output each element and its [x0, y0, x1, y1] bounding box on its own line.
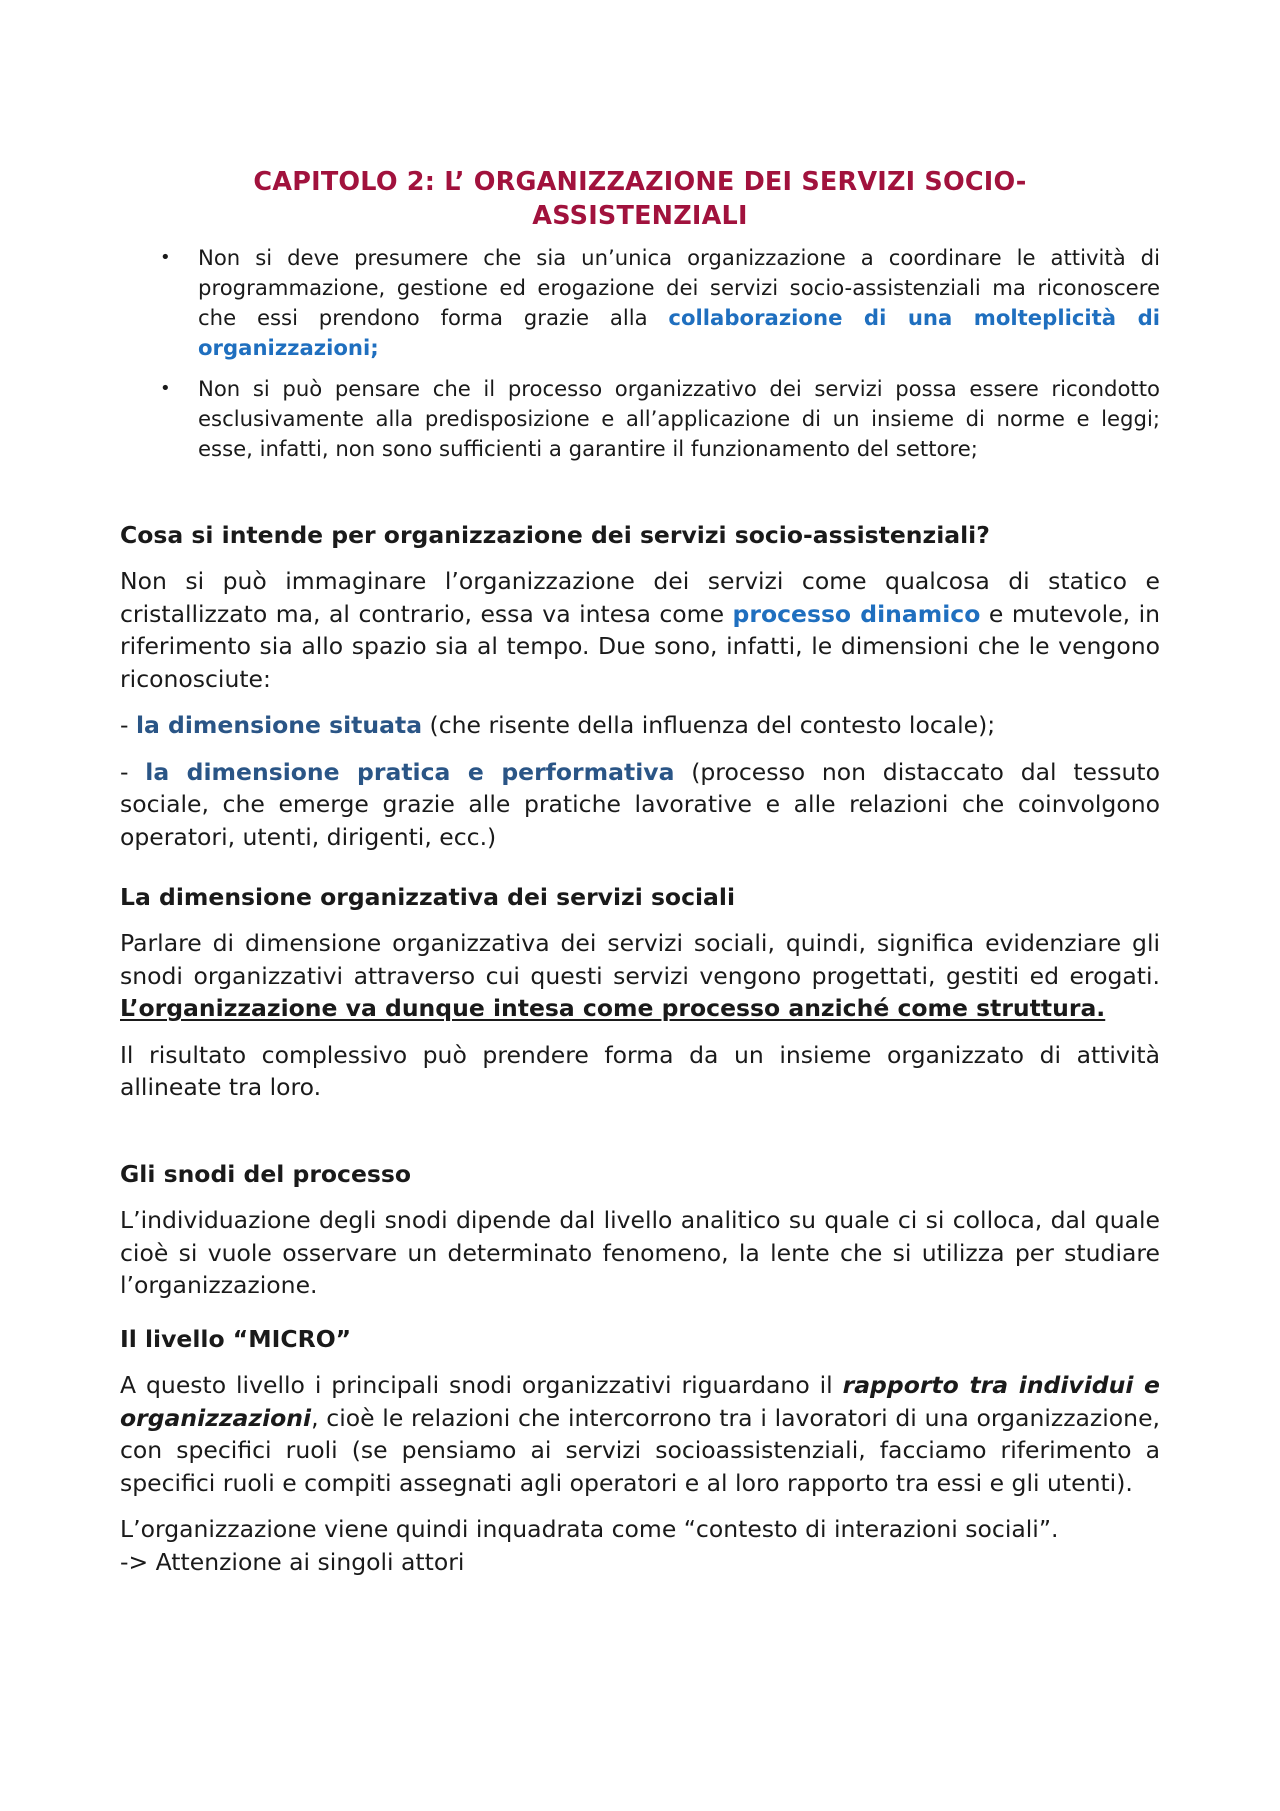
section-dimensione-organizzativa [120, 881, 1160, 1104]
chapter-title-line-2: ASSISTENZIALI [532, 201, 748, 232]
text-run: (che risente della influenza del contesto locale); [422, 711, 996, 739]
bullet-body: Non si deve presumere che sia un’unica organizzazione a coordinare le attività di programmazione, gestione ed erogazione dei servizi socio-assistenziali ma riconoscere che essi prendono forma grazie alla [198, 245, 1160, 330]
section-heading: Cosa si intende per organizzazione dei servizi socio-assistenziali? [120, 521, 990, 549]
dash: - [120, 757, 146, 786]
dimension-item-situata [120, 709, 1160, 742]
dimension-item-pratica [120, 756, 1160, 854]
section-heading: Il livello “MICRO” [120, 1325, 352, 1353]
chapter-title-line-1: CAPITOLO 2: L’ ORGANIZZAZIONE DEI SERVIZI SOCIO- [253, 167, 1027, 198]
dimension-label: la dimensione situata [135, 711, 423, 739]
bullet-highlight: collaborazione di una molteplicità di organizzazioni; [198, 305, 1161, 360]
text-run: e mutevole, in riferimento sia allo spazio sia al tempo. Due sono, infatti, le dimensioni che le vengono riconosciute: [120, 599, 1160, 693]
bullet-dot: • [160, 247, 171, 268]
section-heading: Gli snodi del processo [120, 1160, 412, 1188]
text-run: (processo non distaccato dal tessuto sociale, che emerge grazie alle pratiche lavorative e alle relazioni che coinvolgono operatori, utenti, dirigenti, ecc.) [120, 757, 1160, 851]
list-item [120, 374, 1160, 464]
bullet-dot: • [160, 378, 171, 399]
section-heading: La dimensione organizzativa dei servizi sociali [120, 883, 736, 911]
paragraph [120, 1513, 1160, 1578]
text-run: Non si può immaginare l’organizzazione dei servizi come qualcosa di statico e cristallizzato ma, al contrario, essa va intesa come [120, 567, 1160, 628]
text-run: L’organizzazione viene quindi inquadrata come “contesto di interazioni sociali”. [120, 1515, 1059, 1543]
list-item [120, 243, 1160, 363]
section-snodi [120, 1158, 1160, 1302]
highlight-processo-dinamico: processo dinamico [732, 599, 981, 628]
bullet-text [198, 243, 1160, 363]
paragraph [120, 1369, 1160, 1499]
bullet-list [120, 243, 1160, 475]
emphasis-rapporto: rapporto tra individui e organizzazioni [120, 1371, 1160, 1432]
text-run: , cioè le relazioni che intercorrono tra i lavoratori di una organizzazione, con specifici ruoli (se pensiamo ai servizi socioassistenziali, facciamo riferimento a specifici ruoli e compiti assegnati agli operatori e al loro rapporto tra essi e gli utenti). [120, 1403, 1160, 1497]
dimension-label: la dimensione pratica e performativa [145, 757, 675, 786]
text-run: Parlare di dimensione organizzativa dei servizi sociali, quindi, significa evidenziare gli snodi organizzativi attraverso cui questi servizi vengono progettati, gestiti ed erogati. [120, 929, 1160, 990]
paragraph [120, 927, 1160, 1025]
section-organizzazione [120, 519, 1160, 853]
text-run: -> Attenzione ai singoli attori [120, 1547, 465, 1576]
text-run: A questo livello i principali snodi organizzativi riguardano il [120, 1371, 843, 1399]
bullet-text [198, 374, 1160, 464]
paragraph: Il risultato complessivo può prendere forma da un insieme organizzato di attività allineate tra loro. [120, 1040, 1160, 1101]
paragraph [120, 565, 1160, 695]
paragraph: L’individuazione degli snodi dipende dal livello analitico su quale ci si colloca, dal quale cioè si vuole osservare un determinato fenomeno, la lente che si utilizza per studiare l’organizzazione. [120, 1206, 1160, 1299]
emphasis-processo: L’organizzazione va dunque intesa come processo anziché come struttura. [120, 994, 1106, 1022]
section-livello-micro [120, 1323, 1160, 1578]
chapter-title [120, 165, 1160, 233]
bullet-body: Non si può pensare che il processo organizzativo dei servizi possa essere ricondotto esclusivamente alla predisposizione e all’applicazione di un insieme di norme e leggi; esse, infatti, non sono sufficienti a garantire il funzionamento del settore; [198, 376, 1160, 461]
dash: - [120, 711, 136, 739]
